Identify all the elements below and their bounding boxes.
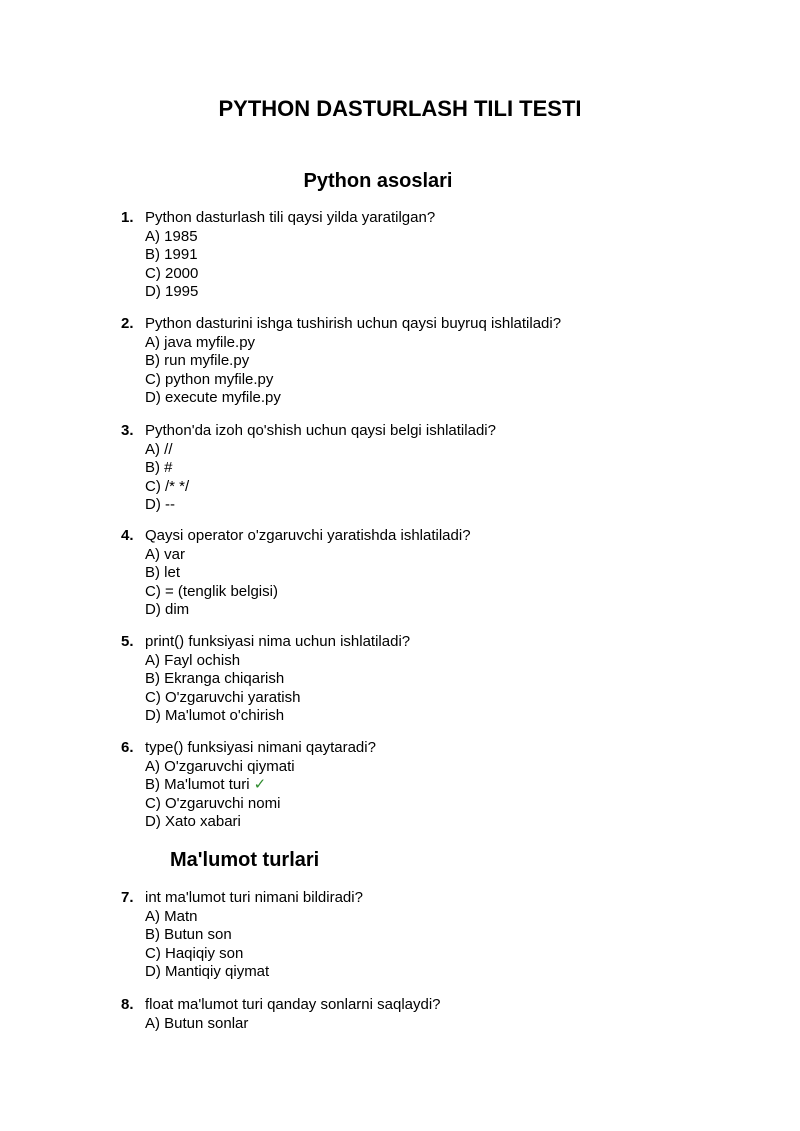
- question-text: type() funksiyasi nimani qaytaradi?: [145, 739, 376, 756]
- answer-options: [121, 441, 741, 515]
- answer-option-label: B) Ma'lumot turi: [145, 776, 250, 794]
- answer-options: [121, 908, 741, 982]
- answer-option: C) 2000: [145, 264, 199, 282]
- question-number: 7.: [121, 889, 134, 906]
- answer-option: A) 1985: [145, 227, 198, 245]
- answer-options: [121, 652, 741, 726]
- question-text: Python dasturini ishga tushirish uchun qaysi buyruq ishlatiladi?: [145, 315, 562, 332]
- answer-option: D) 1995: [145, 283, 199, 301]
- answer-option: D) dim: [145, 601, 190, 619]
- question-8: [121, 996, 741, 1033]
- answer-option: B) Ekranga chiqarish: [145, 670, 285, 688]
- answer-option: A) var: [145, 545, 186, 563]
- answer-options: [121, 228, 741, 302]
- question-text: float ma'lumot turi qanday sonlarni saqlaydi?: [145, 996, 441, 1013]
- question-5: [121, 633, 741, 726]
- answer-option: B) #: [145, 459, 173, 477]
- answer-option: D) --: [145, 496, 175, 514]
- question-text: Python'da izoh qo'shish uchun qaysi belgi ishlatiladi?: [145, 422, 496, 439]
- answer-option: C) /* */: [145, 477, 190, 495]
- answer-option: C) O'zgaruvchi nomi: [145, 794, 281, 812]
- question-7: [121, 889, 741, 982]
- document-title: PYTHON DASTURLASH TILI TESTI: [218, 96, 582, 121]
- question-3: [121, 422, 741, 515]
- answer-options: [121, 1015, 741, 1034]
- answer-option: D) Xato xabari: [145, 813, 241, 831]
- answer-option: A) Fayl ochish: [145, 651, 241, 669]
- answer-option: B) let: [145, 564, 181, 582]
- answer-option: B) Butun son: [145, 926, 232, 944]
- answer-option: C) Haqiqiy son: [145, 944, 244, 962]
- answer-options: [121, 758, 741, 832]
- answer-option: C) O'zgaruvchi yaratish: [145, 688, 301, 706]
- question-text: print() funksiyasi nima uchun ishlatiladi?: [145, 633, 411, 650]
- question-text: Qaysi operator o'zgaruvchi yaratishda ishlatiladi?: [145, 527, 471, 544]
- check-mark-icon: ✓: [253, 776, 267, 794]
- question-number: 6.: [121, 739, 134, 756]
- answer-option: A) //: [145, 440, 173, 458]
- question-1: [121, 209, 741, 302]
- question-text: int ma'lumot turi nimani bildiradi?: [145, 889, 363, 906]
- question-4: [121, 527, 741, 620]
- question-number: 4.: [121, 527, 134, 544]
- answer-option: B) run myfile.py: [145, 352, 250, 370]
- answer-option: C) = (tenglik belgisi): [145, 582, 278, 600]
- question-2: [121, 315, 741, 408]
- section-title-malumot-turlari: Ma'lumot turlari: [170, 849, 320, 871]
- answer-option-correct: [145, 776, 741, 795]
- answer-option: D) execute myfile.py: [145, 389, 281, 407]
- answer-options: [121, 546, 741, 620]
- answer-option: D) Ma'lumot o'chirish: [145, 707, 285, 725]
- answer-option: A) Matn: [145, 907, 198, 925]
- question-number: 8.: [121, 996, 134, 1013]
- question-number: 3.: [121, 422, 134, 439]
- question-text: Python dasturlash tili qaysi yilda yaratilgan?: [145, 209, 436, 226]
- answer-option: A) java myfile.py: [145, 333, 256, 351]
- question-number: 5.: [121, 633, 134, 650]
- answer-option: D) Mantiqiy qiymat: [145, 963, 270, 981]
- question-number: 2.: [121, 315, 134, 332]
- section-title-python-asoslari: Python asoslari: [303, 170, 453, 192]
- answer-option: A) Butun sonlar: [145, 1014, 249, 1032]
- answer-options: [121, 334, 741, 408]
- question-6: [121, 739, 741, 832]
- answer-option: B) 1991: [145, 246, 198, 264]
- answer-option: C) python myfile.py: [145, 370, 274, 388]
- answer-option: A) O'zgaruvchi qiymati: [145, 757, 295, 775]
- question-number: 1.: [121, 209, 134, 226]
